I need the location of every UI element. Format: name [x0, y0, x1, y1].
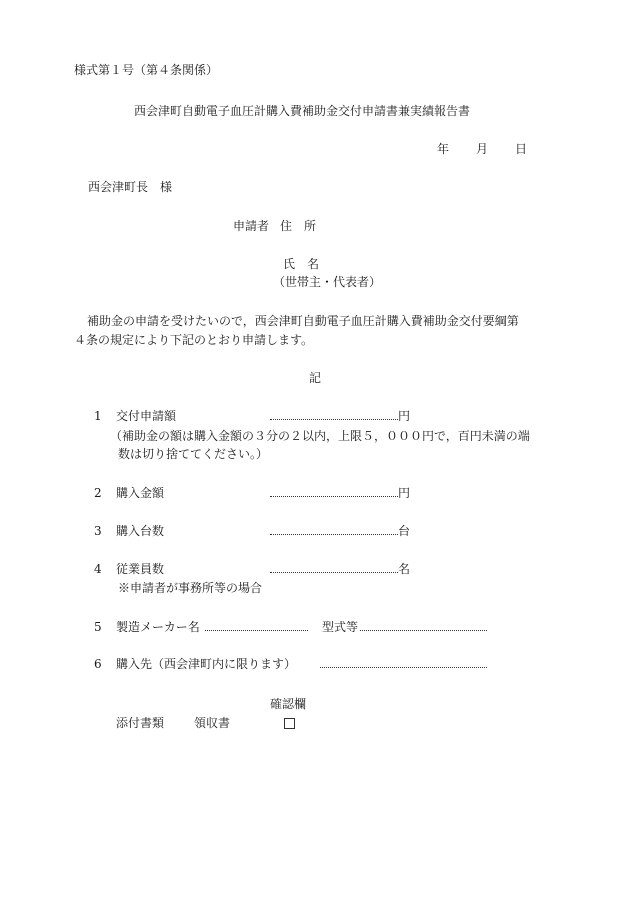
ki-heading: 記	[309, 371, 322, 385]
item-3-unit: 台	[398, 524, 411, 538]
date-day: 日	[515, 142, 528, 156]
item-4-field[interactable]	[270, 561, 398, 577]
body-line-2: ４条の規定により下記のとおり申請します。	[74, 333, 314, 347]
item-5-model-label: 型式等	[322, 620, 359, 634]
receipt-checkbox[interactable]	[284, 718, 295, 729]
item-6-number: 6	[94, 657, 102, 671]
item-1-unit: 円	[398, 409, 411, 423]
item-2-field[interactable]	[270, 485, 398, 501]
item-3-label: 購入台数	[116, 524, 165, 538]
item-1-note-1: （補助金の額は購入金額の３分の２以内，上限５，０００円で，百円未満の端	[110, 429, 530, 443]
item-1-note-2: 数は切り捨ててください。）	[118, 447, 269, 461]
receipt-label: 領収書	[194, 716, 231, 730]
item-5-number: 5	[94, 620, 102, 634]
date-year: 年	[437, 142, 450, 156]
item-5-label: 製造メーカー名	[116, 620, 200, 634]
item-1-number: 1	[94, 409, 102, 423]
name-label: 氏 名	[283, 257, 320, 271]
item-2-number: 2	[94, 486, 102, 500]
item-4-number: 4	[94, 562, 102, 576]
item-6-label: 購入先（西会津町内に限ります）	[116, 657, 297, 671]
item-5-model-field[interactable]	[360, 619, 487, 635]
applicant-label: 申請者	[233, 219, 270, 233]
body-line-1: 補助金の申請を受けたいので，西会津町自動電子血圧計購入費補助金交付要綱第	[87, 314, 519, 328]
confirm-title: 確認欄	[270, 697, 307, 711]
item-3-number: 3	[94, 524, 102, 538]
item-4-note: ※申請者が事務所等の場合	[118, 581, 263, 595]
item-1-field[interactable]	[270, 408, 398, 424]
addressee: 西会津町長 様	[88, 180, 173, 194]
item-4-unit: 名	[398, 562, 411, 576]
attach-label: 添付書類	[116, 716, 165, 730]
item-2-unit: 円	[398, 486, 411, 500]
item-1-label: 交付申請額	[116, 409, 177, 423]
item-4-label: 従業員数	[116, 562, 165, 576]
address-label: 住 所	[280, 219, 317, 233]
item-2-label: 購入金額	[116, 486, 165, 500]
date-month: 月	[476, 142, 489, 156]
item-3-field[interactable]	[270, 523, 398, 539]
name-note: （世帯主・代表者）	[273, 275, 382, 289]
form-number: 様式第１号（第４条関係）	[74, 63, 219, 77]
item-5-maker-field[interactable]	[205, 619, 308, 635]
form-title: 西会津町自動電子血圧計購入費補助金交付申請書兼実績報告書	[134, 104, 471, 118]
item-6-field[interactable]	[320, 656, 487, 672]
